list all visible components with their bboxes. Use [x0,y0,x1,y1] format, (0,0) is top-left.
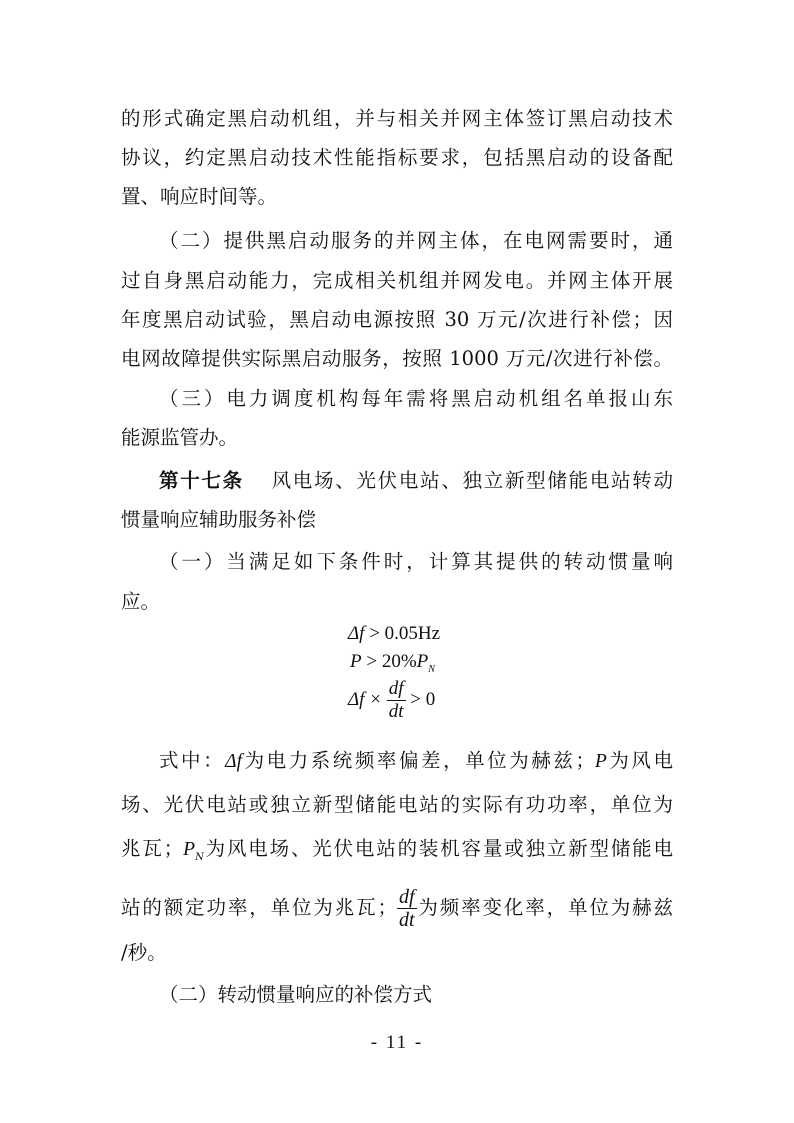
fraction-df-dt: $\frac{df}{dt}$ [398,886,415,931]
body-line: （二）提供黑启动服务的并网主体，在电网需要时，通 [159,229,673,252]
formula-condition-2: $P > 20\%P_N$ [350,651,435,675]
body-line: 过自身黑启动能力，完成相关机组并网发电。并网主体开展 [121,269,673,292]
fraction-df-dt: $\frac{df}{dt}$ [388,678,404,722]
explain-line: 站的额定功率，单位为兆瓦； $\frac{df}{dt}$ 为频率变化率，单位为赫兹 [121,886,673,931]
formula-condition-3: Δf × $\frac{df}{dt}$ > 0 [348,678,436,722]
article-number: 第十七条 [159,469,244,492]
body-line: （一）当满足如下条件时，计算其提供的转动惯量响 [159,550,673,573]
body-line: 的形式确定黑启动机组，并与相关并网主体签订黑启动技术 [121,107,673,130]
body-line: 能源监管办。 [121,426,239,449]
body-line: 应。 [121,590,161,613]
body-line: 协议，约定黑启动技术性能指标要求，包括黑启动的设备配 [121,146,673,169]
body-line: （二）转动惯量响应的补偿方式 [159,983,433,1006]
article-heading-line [159,466,673,496]
formula-condition-1: Δf > 0.05Hz [348,623,441,644]
body-line: 年度黑启动试验，黑启动电源按照 30 万元/次进行补偿；因 [121,308,673,331]
article-title: 风电场、光伏电站、独立新型储能电站转动 [269,469,673,492]
explain-line: /秒。 [121,941,167,964]
explain-line: 式中：Δf为电力系统频率偏差，单位为赫兹；P为风电 [159,749,673,772]
body-line: 惯量响应辅助服务补偿 [121,508,317,531]
page-number: - 11 - [370,1032,424,1053]
body-line: 置、响应时间等。 [121,185,278,208]
body-line: （三）电力调度机构每年需将黑启动机组名单报山东 [159,387,673,410]
body-line: 电网故障提供实际黑启动服务，按照 1000 万元/次进行补偿。 [121,347,673,370]
explain-line: 场、光伏电站或独立新型储能电站的实际有功功率，单位为 [121,793,673,816]
explain-line: 兆瓦；$P_N$为风电场、光伏电站的装机容量或独立新型储能电 [121,837,673,863]
